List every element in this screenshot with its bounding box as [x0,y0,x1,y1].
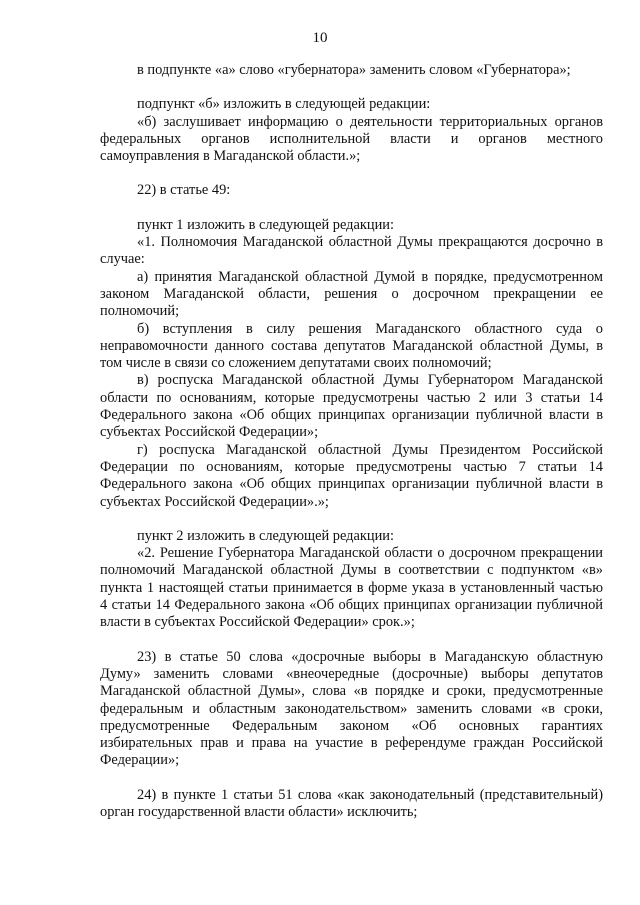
paragraph-point-1-intro: «1. Полномочия Магаданской областной Думы прекращаются досрочно в случае: [100,234,603,268]
paragraph-point-1-b: б) вступления в силу решения Магаданского областного суда о неправомочности данного состава депутатов Магаданской областной Думы, в том числе в связи со сложением депутатами своих полномочий; [100,320,603,372]
paragraph-subpoint-b-text: «б) заслушивает информацию о деятельности территориальных органов федеральных органов исполнительной власти и органов местного самоуправления в Магаданской области.»; [100,113,603,165]
paragraph-amend-subpoint-a: в подпункте «а» слово «губернатора» заменить словом «Губернатора»; [137,62,571,78]
document-body [100,62,603,821]
paragraph-point-1-a: а) принятия Магаданской областной Думой в порядке, предусмотренном законом Магаданской области, решения о досрочном прекращении ее полномочий; [100,268,603,320]
paragraph-point-1-heading: пункт 1 изложить в следующей редакции: [137,216,394,233]
paragraph-point-2-text: «2. Решение Губернатора Магаданской области о досрочном прекращении полномочий Магаданской областной Думы в соответствии с подпунктом «в» пункта 1 настоящей статьи принимается в форме указа в установленный частью 4 статьи 14 Федерального закона «Об общих принципах организации публичной власти в субъектах Российской Федерации» срок.»; [100,545,603,631]
paragraph-subpoint-b-heading: подпункт «б» изложить в следующей редакции: [137,96,431,113]
paragraph-item-22: 22) в статье 49: [137,182,231,199]
paragraph-point-1-v: в) роспуска Магаданской областной Думы Губернатором Магаданской области по основаниям, которые предусмотрены частью 2 или 3 статьи 14 Федерального закона «Об общих принципах организации публичной власти в субъектах Российской Федерации»; [100,372,603,441]
page-number: 10 [312,30,328,46]
paragraph-point-1-g: г) роспуска Магаданской областной Думы Президентом Российской Федерации по основаниям, которые предусмотрены частью 7 статьи 14 Федерального закона «Об общих принципах организации публичной власти в субъектах Российской Федерации».»; [100,441,603,510]
paragraph-item-24: 24) в пункте 1 статьи 51 слова «как законодательный (представительный) орган государственной власти области» исключить; [100,786,603,820]
paragraph-point-2-heading: пункт 2 изложить в следующей редакции: [137,527,394,544]
paragraph-item-23: 23) в статье 50 слова «досрочные выборы в Магаданскую областную Думу» заменить словами «внеочередные (досрочные) выборы депутатов Магаданской областной Думы», слова «в порядке и сроки, предусмотренные федеральным и областным законодательством» заменить словами «в сроки, предусмотренные Федеральным законом «Об основных гарантиях избирательных прав и права на участие в референдуме граждан Российской Федерации»; [100,648,603,769]
